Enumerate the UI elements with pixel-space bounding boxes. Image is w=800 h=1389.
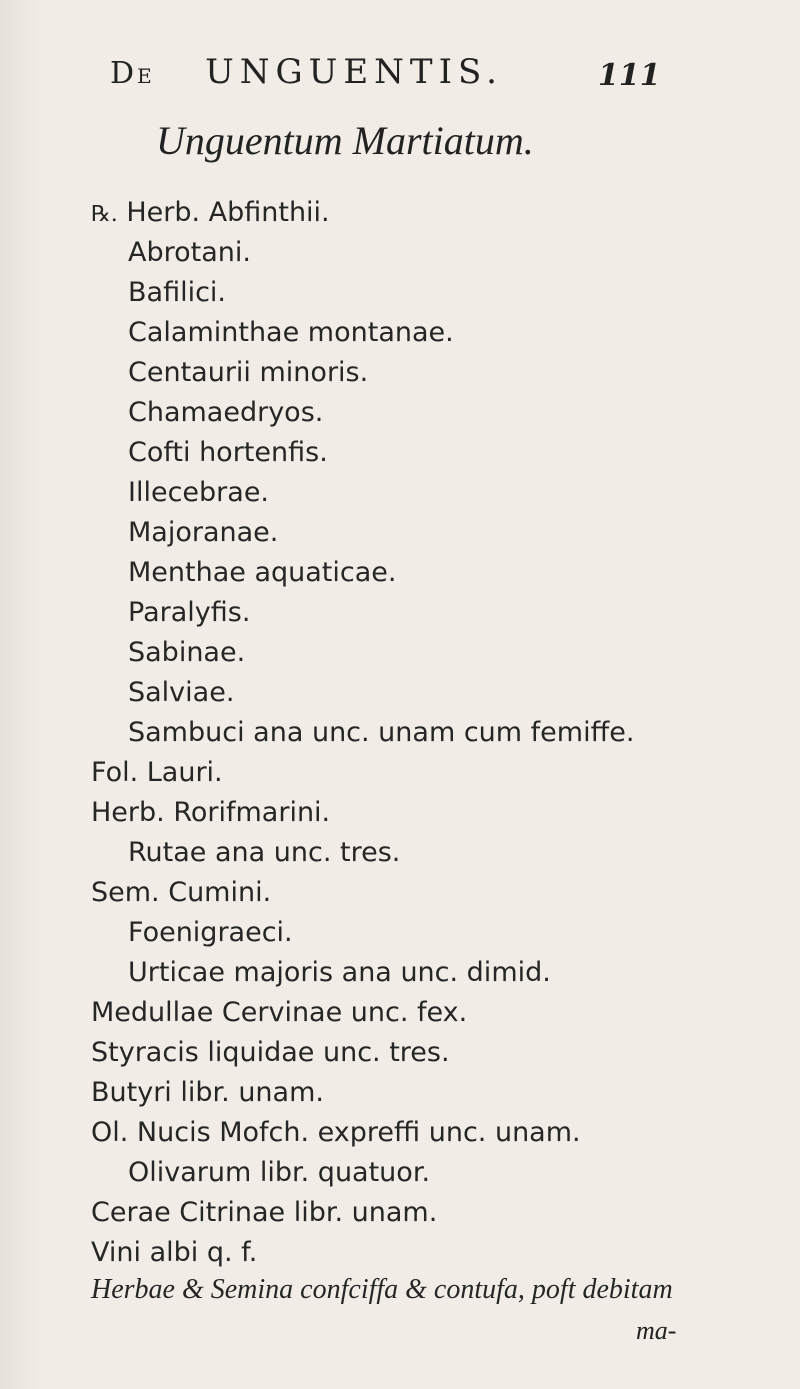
ingredient-line: Rutae ana unc. tres. (128, 837, 401, 868)
running-head-title: UNGUENTIS. (205, 52, 503, 92)
ingredient-line: Salviae. (128, 677, 235, 708)
ingredient-line: Illecebrae. (128, 477, 270, 508)
ingredient-line: Sabinae. (128, 637, 246, 668)
ingredient-line: Cofti hortenfis. (128, 437, 328, 468)
recipe-title: Unguentum Martiatum. (156, 118, 534, 163)
ingredient-line: Urticae majoris ana unc. dimid. (128, 957, 551, 988)
ingredient-line (91, 197, 330, 228)
ingredient-line: Butyri libr. unam. (91, 1077, 324, 1108)
ingredient-text: Herb. Abfinthii. (126, 197, 330, 228)
page-number: 111 (598, 58, 661, 93)
recipe-mark: ℞. (91, 202, 118, 227)
ingredient-line: Bafilici. (128, 277, 227, 308)
ingredient-line: Majoranae. (128, 517, 279, 548)
ingredient-line: Vini albi q. f. (91, 1237, 258, 1268)
closing-line: Herbae & Semina confciffa & contufa, poft debitam (91, 1274, 673, 1305)
ingredient-line: Abrotani. (128, 237, 251, 268)
ingredient-line: Chamaedryos. (128, 397, 324, 428)
ingredient-line: Paralyfis. (128, 597, 251, 628)
catchword: ma- (636, 1316, 677, 1345)
ingredient-line: Sambuci ana unc. unam cum femiffe. (128, 717, 635, 748)
running-head (110, 52, 670, 92)
ingredient-line: Medullae Cervinae unc. fex. (91, 997, 468, 1028)
ingredient-line: Herb. Rorifmarini. (91, 797, 331, 828)
ingredient-line: Cerae Citrinae libr. unam. (91, 1197, 438, 1228)
running-head-prefix-small: E (137, 64, 155, 88)
running-head-prefix (110, 56, 155, 91)
running-head-prefix-cap: D (110, 56, 138, 91)
ingredient-line: Foenigraeci. (128, 917, 293, 948)
ingredient-line: Styracis liquidae unc. tres. (91, 1037, 450, 1068)
ingredient-line: Olivarum libr. quatuor. (128, 1157, 431, 1188)
ingredient-line: Fol. Lauri. (91, 757, 223, 788)
ingredient-line: Ol. Nucis Mofch. expreffi unc. unam. (91, 1117, 581, 1148)
ingredient-line: Menthae aquaticae. (128, 557, 397, 588)
ingredient-line: Centaurii minoris. (128, 357, 369, 388)
ingredient-line: Sem. Cumini. (91, 877, 272, 908)
ingredient-line: Calaminthae montanae. (128, 317, 454, 348)
